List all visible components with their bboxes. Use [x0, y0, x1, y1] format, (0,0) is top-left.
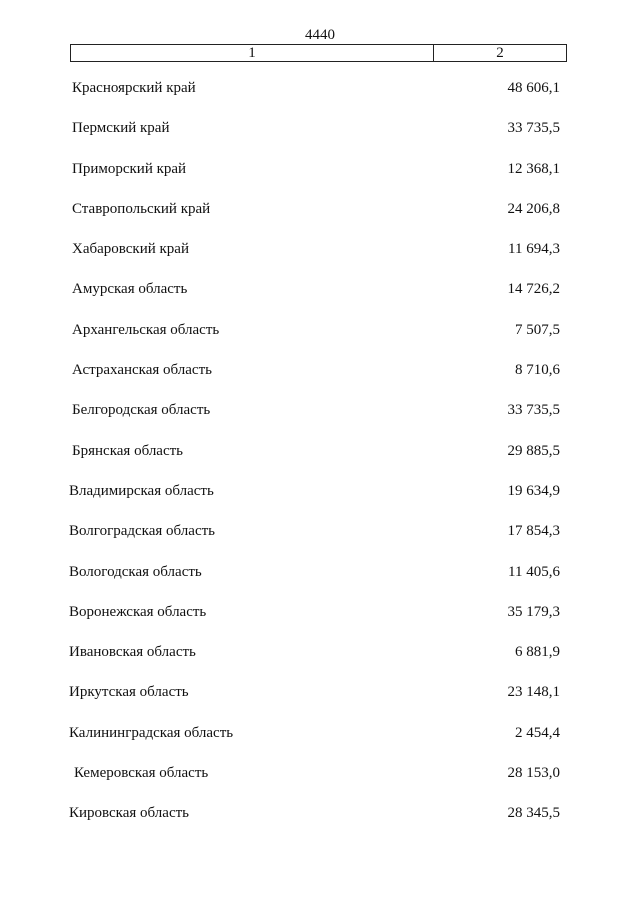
region-value: 14 726,2 [507, 281, 560, 298]
region-value: 35 179,3 [507, 603, 560, 620]
region-value: 6 881,9 [515, 644, 560, 661]
region-name: Вологодская область [69, 563, 202, 580]
region-name: Архангельская область [72, 321, 220, 338]
table-row [0, 239, 640, 279]
region-name: Калининградская область [69, 724, 234, 741]
region-value: 33 735,5 [507, 402, 560, 419]
table-header [70, 44, 567, 62]
region-name: Астраханская область [72, 362, 212, 379]
region-name: Амурская область [72, 281, 188, 298]
region-name: Брянская область [72, 442, 184, 459]
region-name: Иркутская область [69, 684, 189, 701]
table-row [0, 602, 640, 642]
table-row [0, 682, 640, 722]
table-row [0, 159, 640, 199]
table-row [0, 118, 640, 158]
table-row [0, 642, 640, 682]
region-name: Пермский край [72, 120, 170, 137]
region-name: Волгоградская область [69, 523, 215, 540]
region-value: 23 148,1 [507, 684, 560, 701]
region-value: 11 694,3 [508, 241, 560, 258]
table-row [0, 803, 640, 843]
table-row [0, 723, 640, 763]
table-row [0, 521, 640, 561]
table-row [0, 441, 640, 481]
table-row [0, 199, 640, 239]
table-row [0, 481, 640, 521]
page-number: 4440 [305, 27, 335, 43]
region-value: 29 885,5 [507, 442, 560, 459]
region-value: 19 634,9 [507, 482, 560, 499]
region-value: 7 507,5 [515, 321, 560, 338]
region-value: 2 454,4 [515, 724, 560, 741]
region-name: Воронежская область [69, 603, 207, 620]
region-value: 28 345,5 [507, 805, 560, 822]
table-row [0, 279, 640, 319]
region-name: Хабаровский край [72, 241, 189, 258]
region-name: Кировская область [69, 805, 190, 822]
region-value: 8 710,6 [515, 362, 560, 379]
region-name: Владимирская область [69, 482, 214, 499]
region-name: Красноярский край [72, 80, 196, 96]
region-name: Приморский край [72, 160, 187, 177]
region-value: 33 735,5 [507, 120, 560, 137]
table-row [0, 360, 640, 400]
table-header-col-2: 2 [496, 45, 504, 61]
table-row [0, 400, 640, 440]
table-row [0, 562, 640, 602]
table-row [0, 763, 640, 803]
table-row [0, 320, 640, 360]
table-header-col-1: 1 [71, 45, 434, 61]
region-value: 28 153,0 [507, 765, 560, 782]
region-name: Ставропольский край [72, 200, 211, 217]
region-name: Ивановская область [69, 644, 196, 661]
region-value: 24 206,8 [507, 200, 560, 217]
region-name: Белгородская область [72, 402, 211, 419]
table-row [0, 78, 640, 118]
region-value: 17 854,3 [507, 523, 560, 540]
region-name: Кемеровская область [74, 765, 209, 782]
table-body [0, 78, 640, 844]
region-value: 11 405,6 [508, 563, 560, 580]
region-value: 12 368,1 [507, 160, 560, 177]
region-value: 48 606,1 [507, 80, 560, 96]
